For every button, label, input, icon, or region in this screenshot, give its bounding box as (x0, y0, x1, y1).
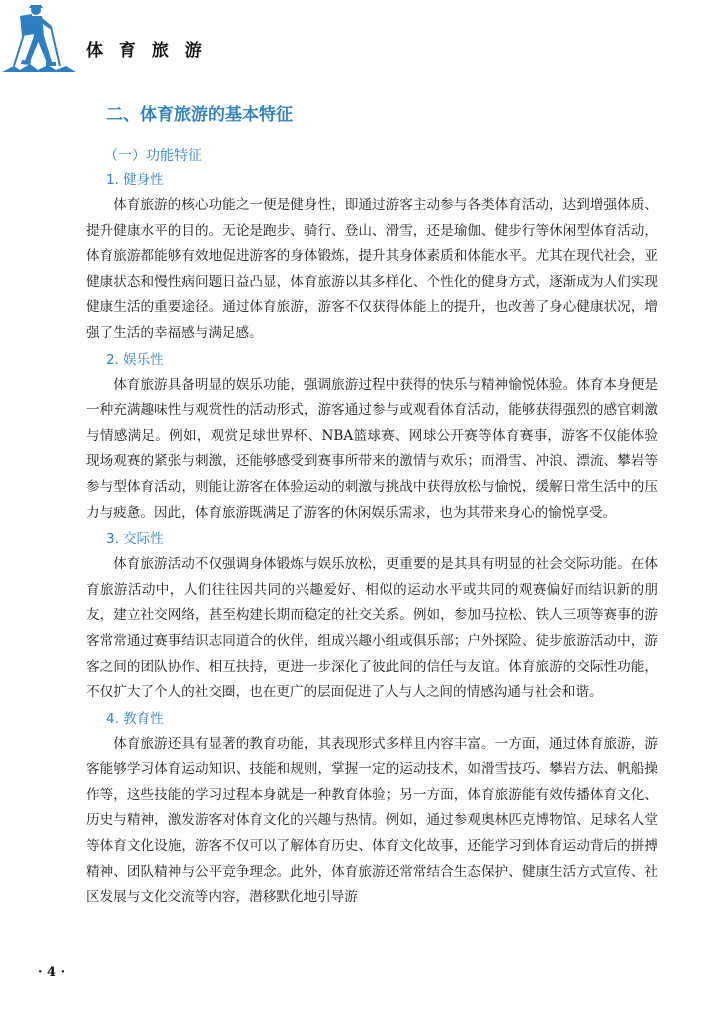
paragraph-entertainment: 体育旅游具备明显的娱乐功能，强调旅游过程中获得的快乐与精神愉悦体验。体育本身便是一种充满趣味性与观赏性的活动形式，游客通过参与或观看体育活动，能够获得强烈的感官刺激与情感满足。例如，观赏足球世界杯、NBA篮球赛、网球公开赛等体育赛事，游客不仅能体验现场观赛的紧张与刺激，还能够感受到赛事所带来的激情与欢乐；而滑雪、冲浪、漂流、攀岩等参与型体育活动，则能让游客在体验运动的刺激与挑战中获得放松与愉悦，缓解日常生活中的压力与疲惫。因此，体育旅游既满足了游客的休闲娱乐需求，也为其带来身心的愉悦享受。 (86, 376, 658, 521)
book-title: 体 育 旅 游 (86, 41, 207, 61)
paragraph-education: 体育旅游还具有显著的教育功能，其表现形式多样且内容丰富。一方面，通过体育旅游，游客能够学习体育运动知识、技能和规则，掌握一定的运动技术，如滑雪技巧、攀岩方法、帆船操作等，这些技能的学习过程本身就是一种教育体验；另一方面，体育旅游能有效传播体育文化、历史与精神，激发游客对体育文化的兴趣与热情。例如，通过参观奥林匹克博物馆、足球名人堂等体育文化设施，游客不仅可以了解体育历史、体育文化故事，还能学习到体育运动背后的拼搏精神、团队精神与公平竞争理念。此外，体育旅游还常常结合生态保护、健康生活方式宣传、社区发展与文化交流等内容，潜移默化地引导游 (86, 735, 658, 906)
page-header (0, 0, 728, 80)
item-title-social: 3. 交际性 (106, 531, 164, 548)
section-title: 二、体育旅游的基本特征 (106, 105, 293, 125)
subsection-title: （一）功能特征 (104, 148, 202, 164)
body-content (86, 167, 658, 911)
item-title-entertainment: 2. 娱乐性 (106, 351, 164, 368)
page-number: · 4 · (38, 965, 66, 980)
paragraph-social: 体育旅游活动不仅强调身体锻炼与娱乐放松，更重要的是其具有明显的社会交际功能。在体育旅游活动中，人们往往因共同的兴趣爱好、相似的运动水平或共同的观赛偏好而结识新的朋友，建立社交网络，甚至构建长期而稳定的社交关系。例如，参加马拉松、铁人三项等赛事的游客常常通过赛事结识志同道合的伙伴，组成兴趣小组或俱乐部；户外探险、徒步旅游活动中，游客之间的团队协作、相互扶持，更进一步深化了彼此间的信任与友谊。体育旅游的交际性功能，不仅扩大了个人的社交圈，也在更广的层面促进了人与人之间的情感沟通与社会和谐。 (86, 556, 658, 701)
hiker-logo-icon (0, 0, 80, 78)
paragraph-fitness: 体育旅游的核心功能之一便是健身性，即通过游客主动参与各类体育活动，达到增强体质、提升健康水平的目的。无论是跑步、骑行、登山、滑雪，还是瑜伽、健步行等休闲型体育活动，体育旅游都能够有效地促进游客的身体锻炼，提升其身体素质和体能水平。尤其在现代社会，亚健康状态和慢性病问题日益凸显，体育旅游以其多样化、个性化的健身方式，逐渐成为人们实现健康生活的重要途径。通过体育旅游，游客不仅获得体能上的提升，也改善了身心健康状况，增强了生活的幸福感与满足感。 (86, 197, 658, 341)
item-title-fitness: 1. 健身性 (106, 172, 164, 188)
item-title-education: 4. 教育性 (106, 710, 164, 727)
